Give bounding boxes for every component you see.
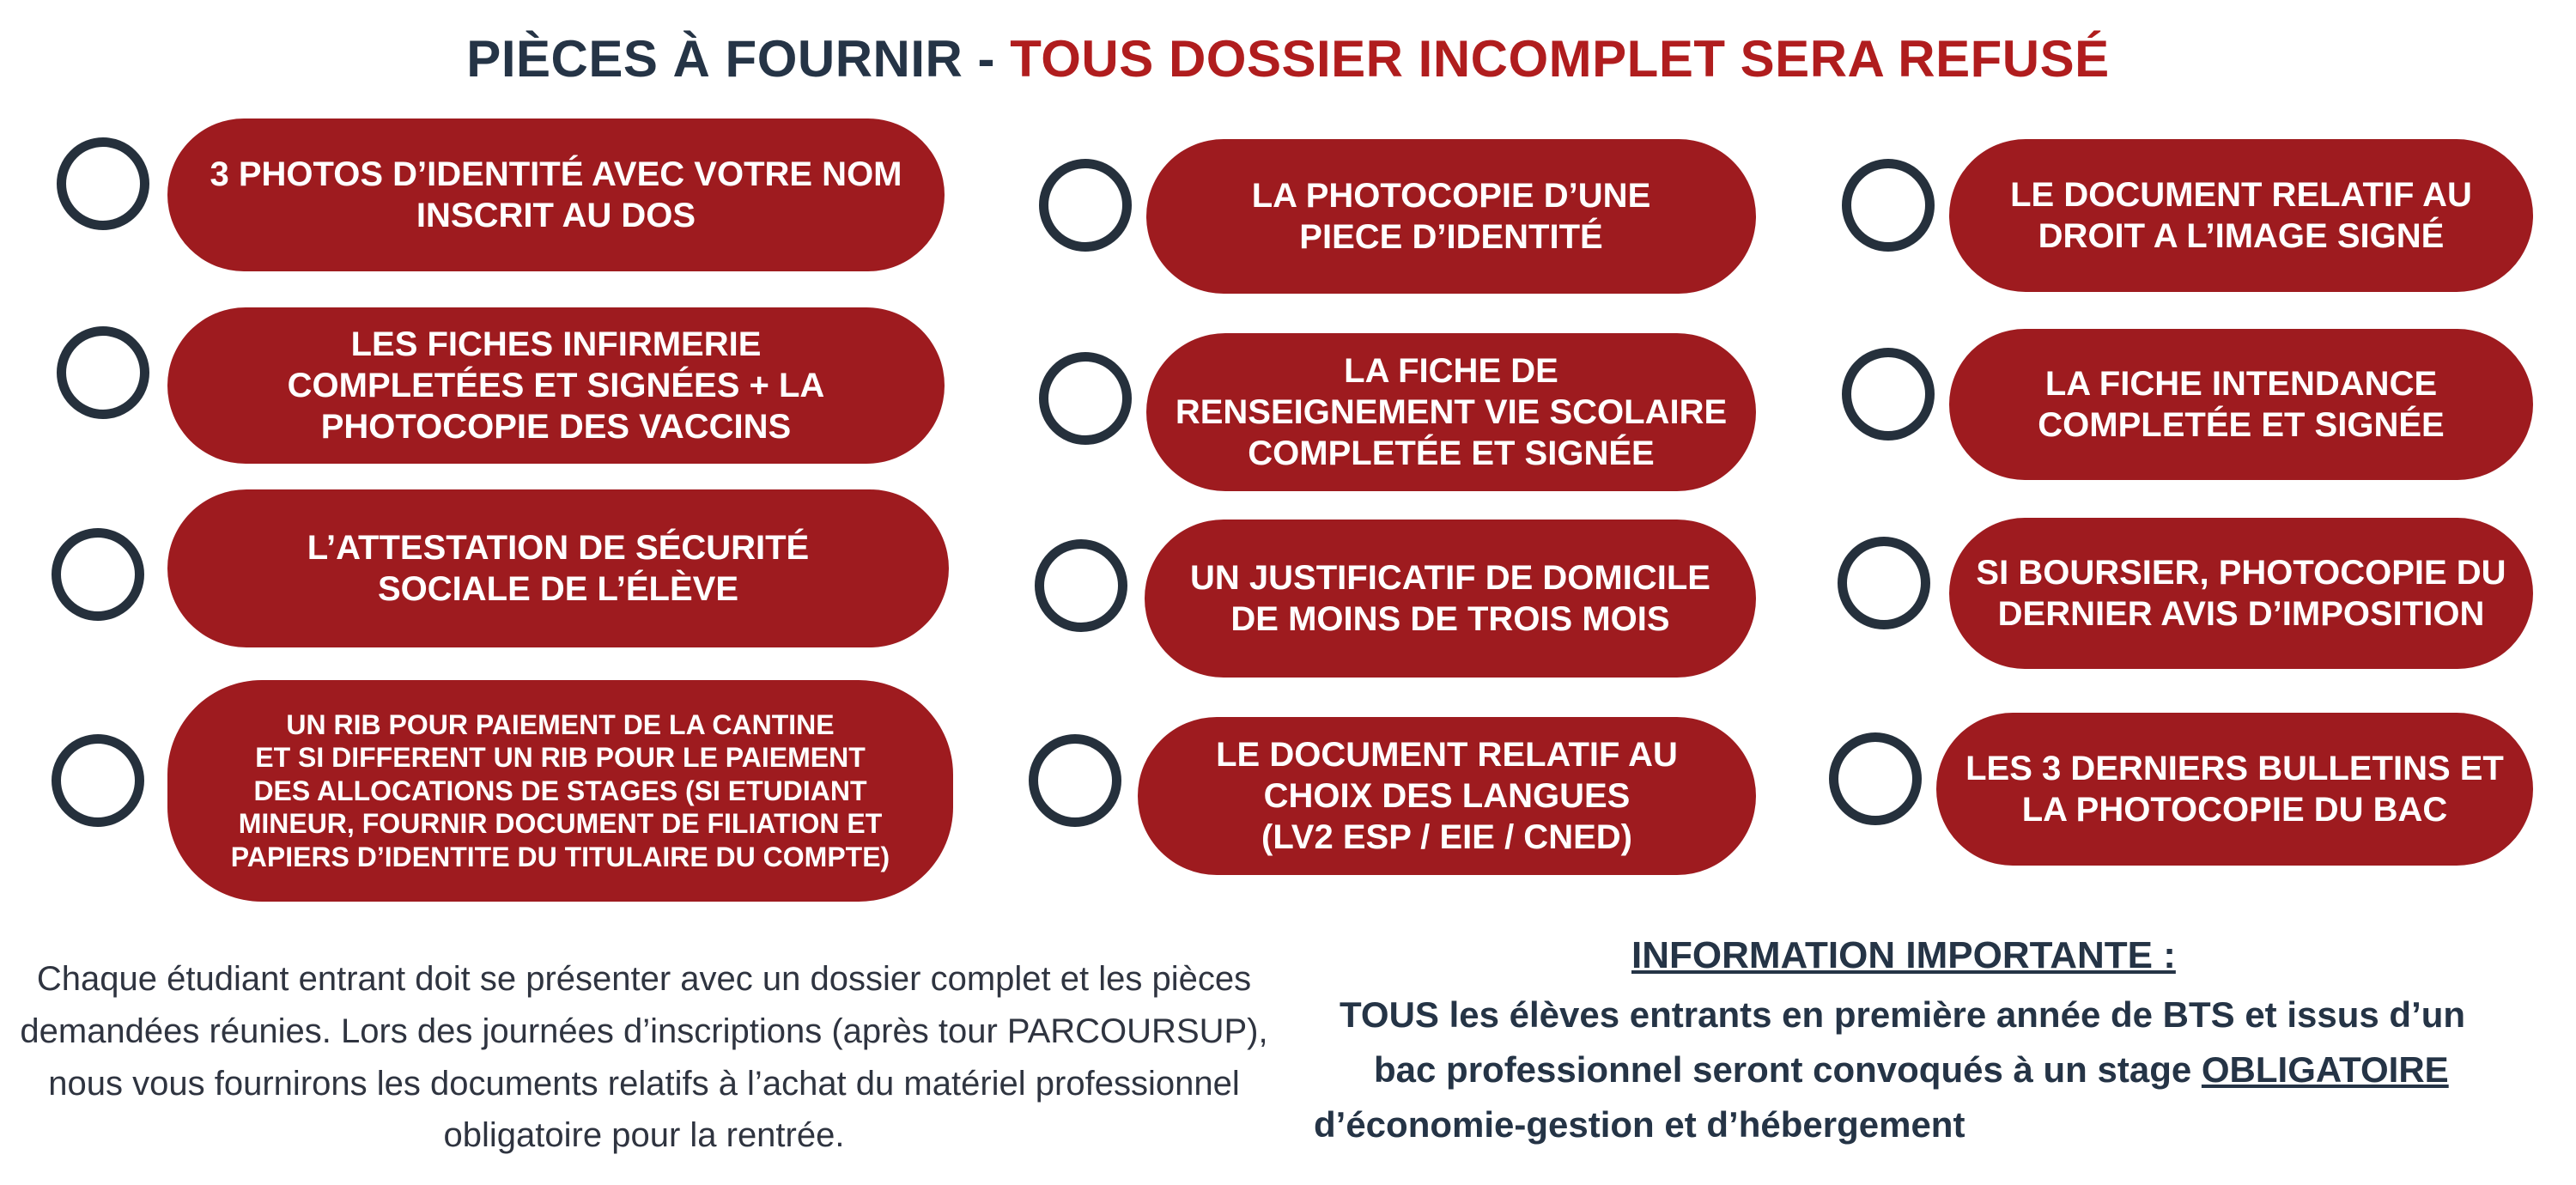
- checkbox-circle-icon[interactable]: [1035, 539, 1127, 632]
- title-warning: TOUS DOSSIER INCOMPLET SERA REFUSÉ: [1010, 30, 2110, 88]
- item-label: LA FICHE INTENDANCE COMPLETÉE ET SIGNÉE: [2038, 365, 2445, 444]
- info-line-1: TOUS les élèves entrants en première année de BTS et issus d’un: [1340, 994, 2466, 1035]
- item-label: SI BOURSIER, PHOTOCOPIE DU DERNIER AVIS D’IMPOSITION: [1976, 554, 2506, 633]
- info-line-2: [1314, 1042, 2576, 1097]
- item-label: L’ATTESTATION DE SÉCURITÉ SOCIALE DE L’ÉLÈVE: [307, 529, 810, 608]
- checkbox-circle-icon[interactable]: [52, 528, 144, 621]
- item-label: UN JUSTIFICATIF DE DOMICILE DE MOINS DE TROIS MOIS: [1190, 559, 1710, 638]
- checkbox-circle-icon[interactable]: [1838, 537, 1930, 629]
- item-label: LE DOCUMENT RELATIF AU CHOIX DES LANGUES (LV2 ESP / EIE / CNED): [1216, 736, 1678, 856]
- checkbox-circle-icon[interactable]: [1039, 159, 1132, 252]
- checkbox-circle-icon[interactable]: [1842, 159, 1935, 252]
- checkbox-circle-icon[interactable]: [1029, 734, 1121, 827]
- item-label: LA FICHE DE RENSEIGNEMENT VIE SCOLAIRE COMPLETÉE ET SIGNÉE: [1175, 352, 1728, 472]
- title-main: PIÈCES À FOURNIR -: [466, 30, 1011, 88]
- item-label: LES FICHES INFIRMERIE COMPLETÉES ET SIGNÉES + LA PHOTOCOPIE DES VACCINS: [287, 325, 825, 446]
- info-line-2-text: bac professionnel seront convoqués à un stage: [1374, 1048, 2202, 1090]
- page-title: [0, 29, 2576, 88]
- info-line-3: d’économie-gestion et d’hébergement: [1314, 1103, 1965, 1145]
- item-label: LE DOCUMENT RELATIF AU DROIT A L’IMAGE SIGNÉ: [2010, 176, 2472, 255]
- checkbox-circle-icon[interactable]: [1842, 348, 1935, 441]
- item-label: LES 3 DERNIERS BULLETINS ET LA PHOTOCOPIE DU BAC: [1965, 750, 2504, 829]
- obligatoire-emphasis: OBLIGATOIRE: [2201, 1048, 2449, 1090]
- item-label: 3 PHOTOS D’IDENTITÉ AVEC VOTRE NOM INSCRIT AU DOS: [210, 155, 902, 234]
- checkbox-circle-icon[interactable]: [57, 326, 149, 419]
- instructions-paragraph: Chaque étudiant entrant doit se présenter avec un dossier complet et les pièces demandées réunies. Lors des journées d’inscriptions (après tour PARCOURSUP), nous vous fournirons les documents relatifs à l’achat du matériel professionnel obligatoire pour la rentrée.: [20, 960, 1268, 1155]
- important-info-heading: INFORMATION IMPORTANTE :: [1631, 934, 2176, 976]
- important-info-text: [1314, 988, 2576, 1152]
- checkbox-circle-icon[interactable]: [57, 137, 149, 230]
- checkbox-circle-icon[interactable]: [52, 734, 144, 827]
- checkbox-circle-icon[interactable]: [1039, 352, 1132, 445]
- item-label: UN RIB POUR PAIEMENT DE LA CANTINE ET SI DIFFERENT UN RIB POUR LE PAIEMENT DES ALLOCATIONS DE STAGES (SI ETUDIANT MINEUR, FOURNIR DOCUMENT DE FILIATION ET PAPIERS D’IDENTITE DU TITULAIRE DU COMPTE): [230, 709, 890, 872]
- item-label: LA PHOTOCOPIE D’UNE PIECE D’IDENTITÉ: [1251, 177, 1651, 256]
- checkbox-circle-icon[interactable]: [1829, 732, 1922, 825]
